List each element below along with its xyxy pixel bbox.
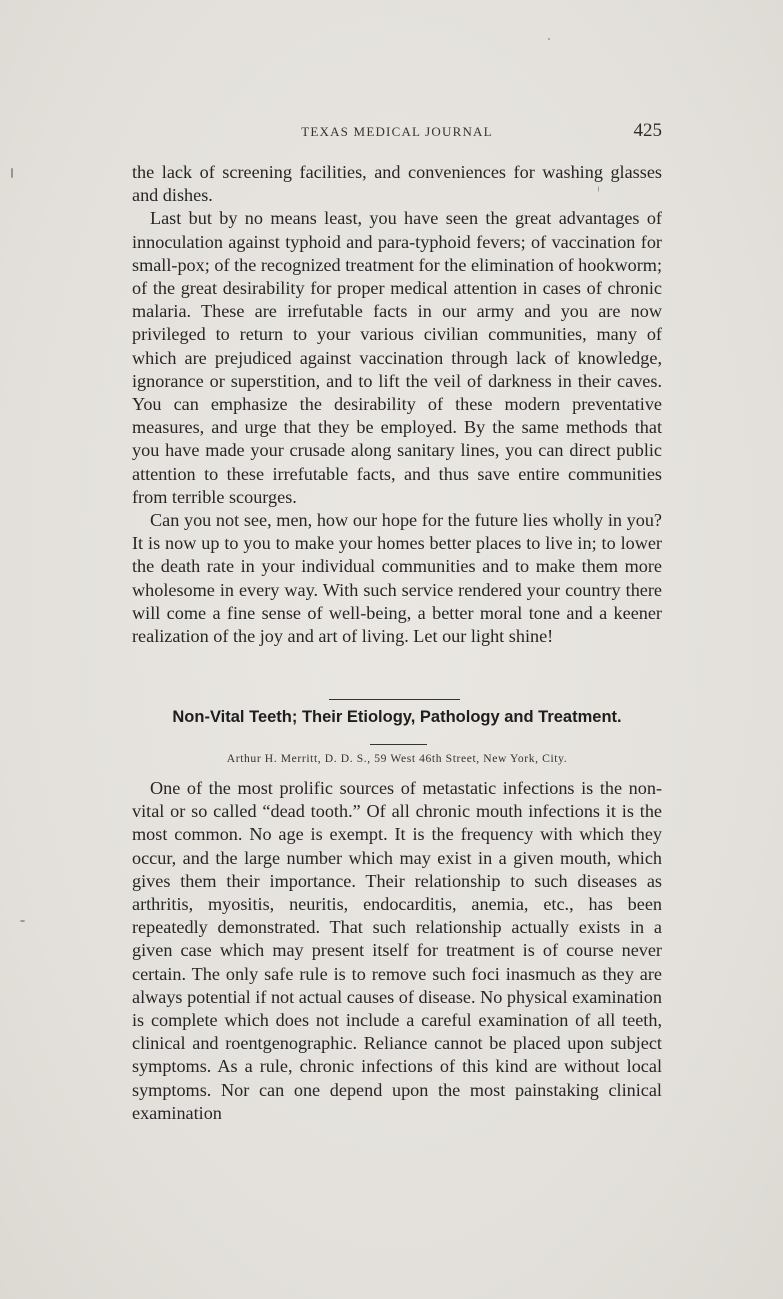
journal-title: TEXAS MEDICAL JOURNAL bbox=[301, 124, 493, 139]
paragraph: One of the most prolific sources of metastatic infections is the non-vital or so called “dead tooth.” Of all chronic mouth infections it is the most common. No age is exempt. It is the frequency with which they occur, and the large number which may exist in a given mouth, which gives them their importance. Their relationship to such diseases as arthritis, myositis, neuritis, endocarditis, anemia, etc., has been repeatedly demonstrated. That such relationship actually exists in a given case which may present itself for treatment is of course never certain. The only safe rule is to remove such foci inasmuch as they are always potential if not actual causes of disease. No physical examination is complete which does not include a careful examination of all teeth, clinical and roentgenographic. Reliance cannot be placed upon subject symptoms. As a rule, chronic infections of this kind are without local symptoms. Nor can one depend upon the most painstaking clinical examination bbox=[132, 778, 662, 1123]
article-body bbox=[132, 777, 662, 1125]
paper-speck bbox=[598, 186, 599, 192]
article-title: Non-Vital Teeth; Their Etiology, Pathology and Treatment. bbox=[172, 708, 622, 726]
paragraph: Can you not see, men, how our hope for the future lies wholly in you? It is now up to you to make your homes better places to live in; to lower the death rate in your individual communities and to make them more wholesome in every way. With such service rendered your country there will come a fine sense of well-being, a better moral tone and a keener realization of the joy and art of living. Let our light shine! bbox=[132, 510, 662, 647]
paper-speck bbox=[548, 38, 550, 40]
section-divider bbox=[329, 699, 460, 700]
page-number: 425 bbox=[633, 120, 662, 141]
paragraph: Last but by no means least, you have seen the great advantages of innoculation against typhoid and para-typhoid fevers; of vaccination for small-pox; of the recognized treatment for the elimination of hookworm; of the great desirability for proper medical attention in cases of chronic malaria. These are irrefutable facts in our army and you are now privileged to return to your various civilian communities, many of which are prejudiced against vaccination through lack of knowledge, ignorance or superstition, and to lift the veil of darkness in their caves. You can emphasize the desirability of these modern preventative measures, and urge that they be employed. By the same methods that you have made your crusade along sanitary lines, you can direct public attention to these irrefutable facts, and thus save entire communities from terrible scourges. bbox=[132, 208, 662, 507]
paper-speck bbox=[11, 168, 13, 178]
title-underline-divider bbox=[370, 744, 427, 745]
running-header bbox=[132, 120, 662, 142]
previous-article-conclusion bbox=[132, 161, 662, 648]
author-byline: Arthur H. Merritt, D. D. S., 59 West 46th Street, New York, City. bbox=[226, 752, 568, 765]
paragraph: the lack of screening facilities, and conveniences for washing glasses and dishes. bbox=[132, 162, 662, 206]
paper-speck bbox=[20, 920, 25, 922]
